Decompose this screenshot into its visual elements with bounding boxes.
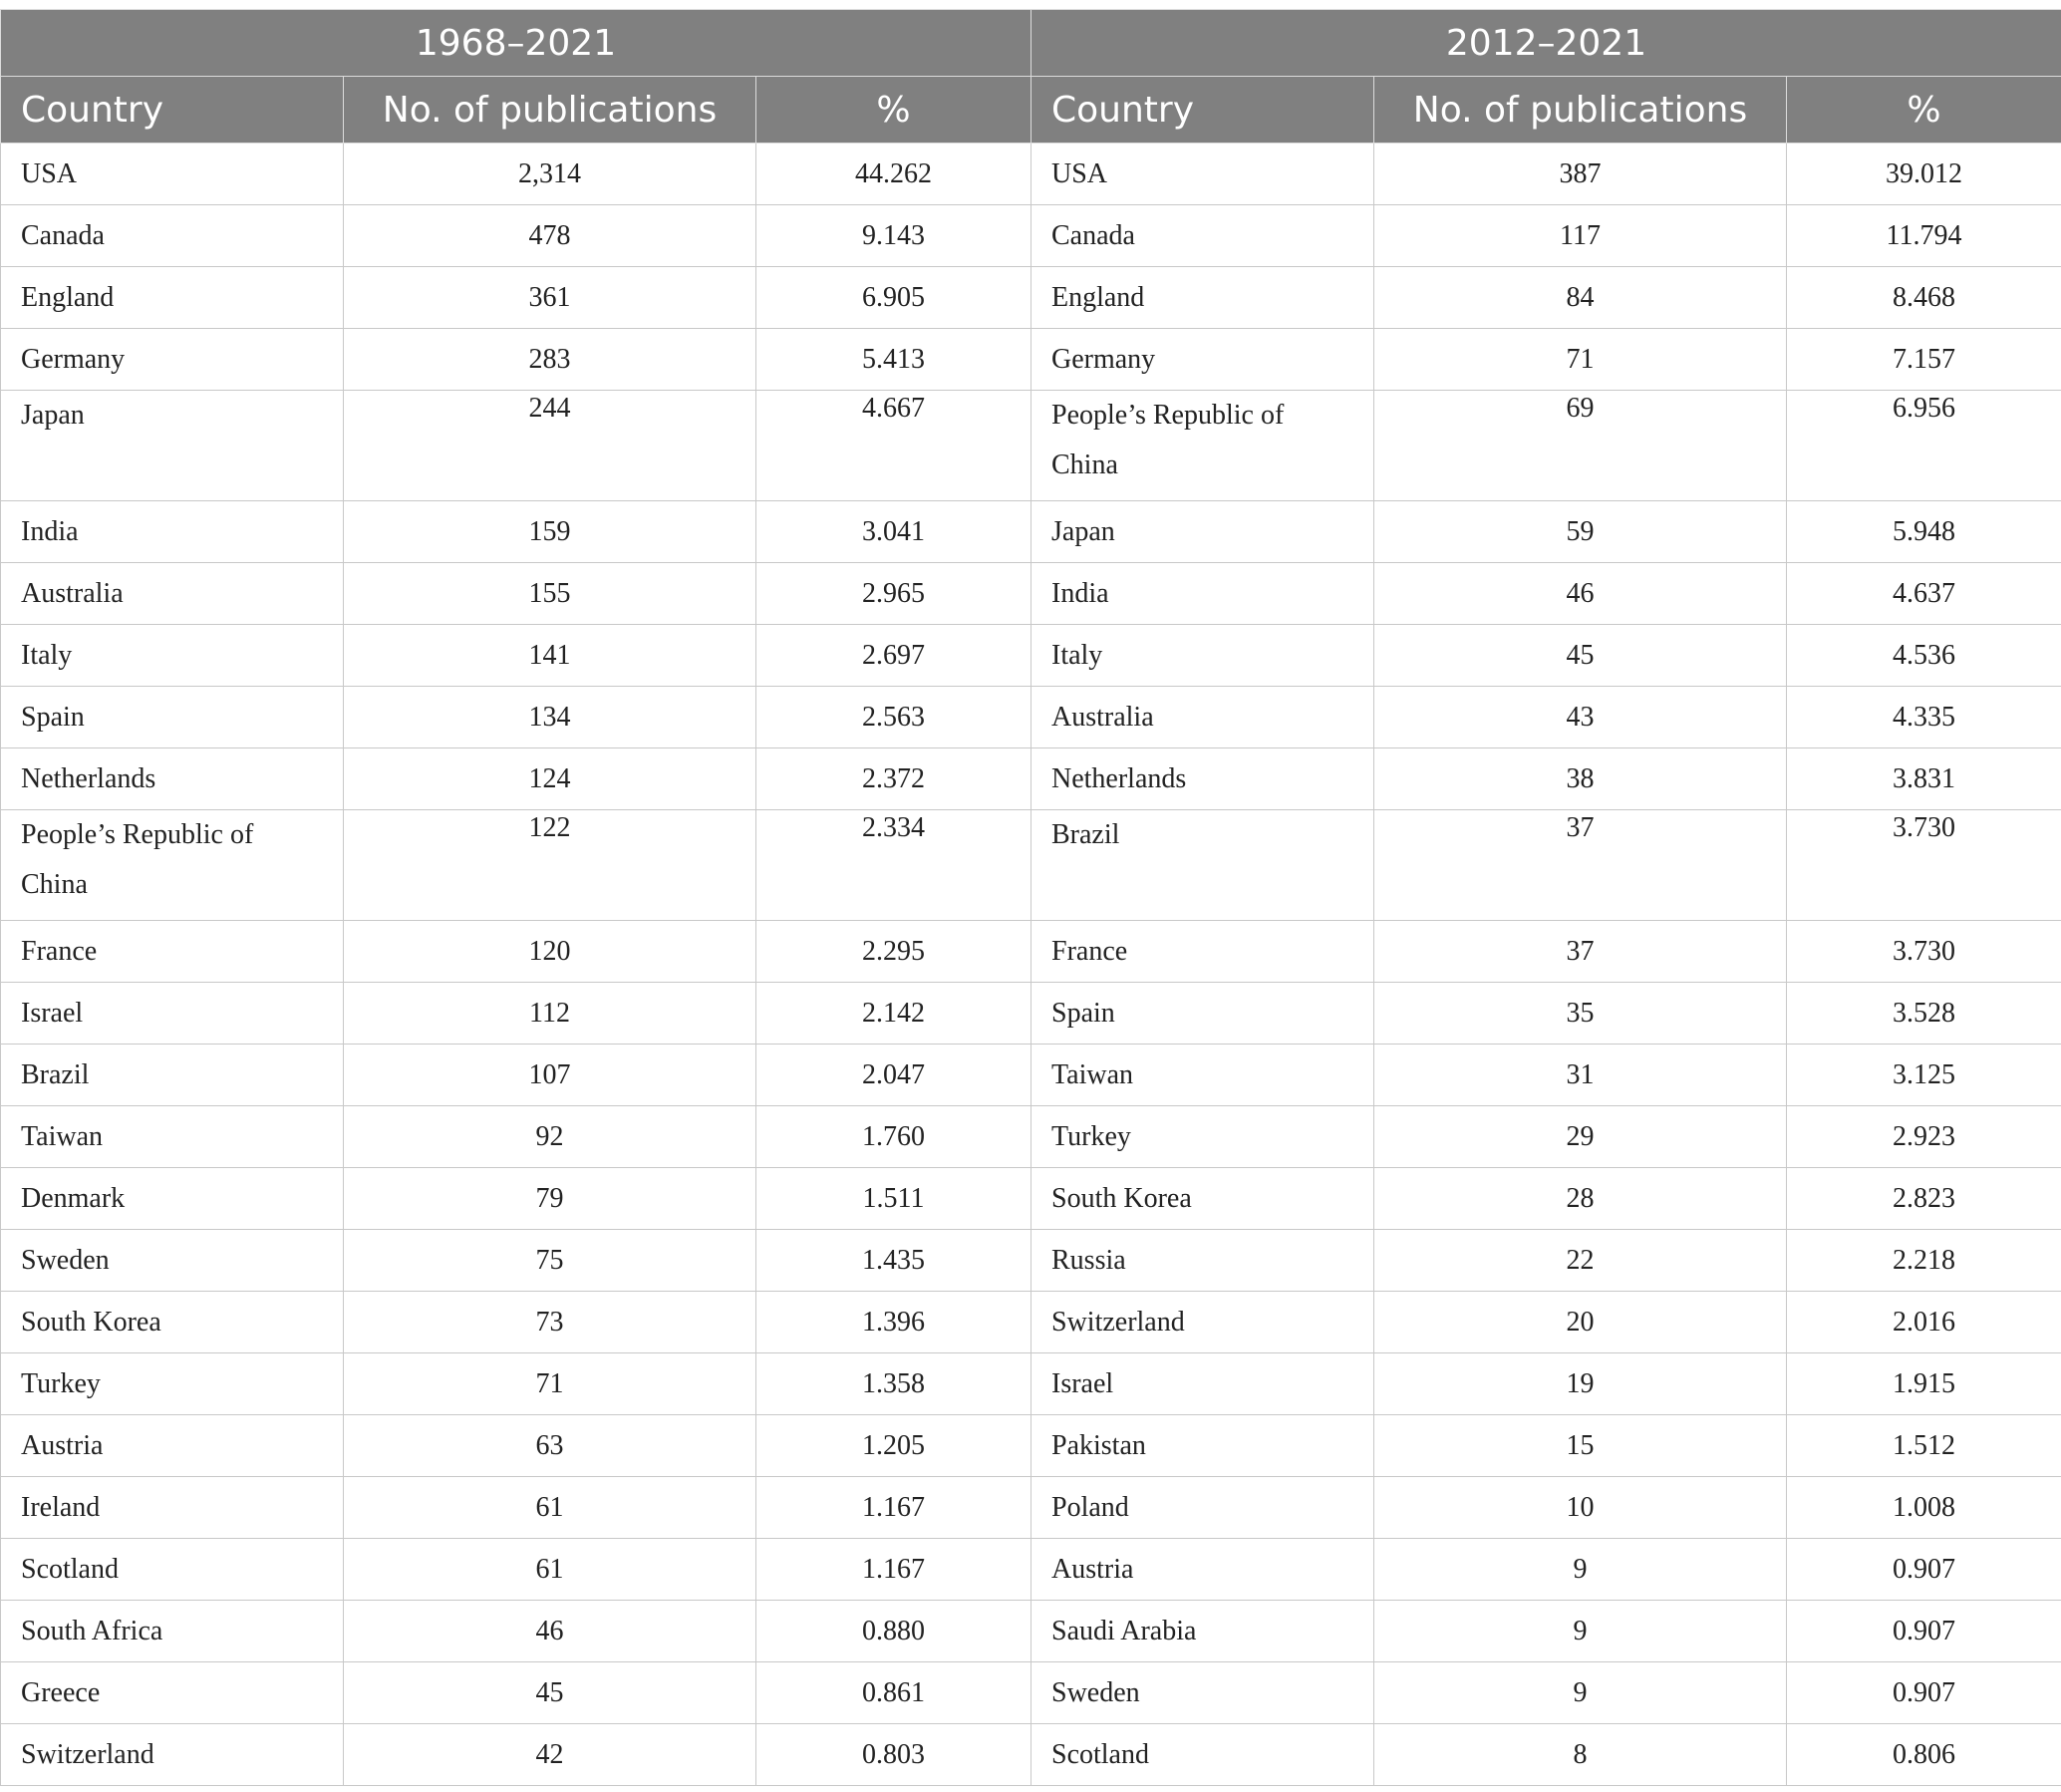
cell-country-1968-2021: Taiwan [1, 1106, 344, 1168]
cell-country-2012-2021: Saudi Arabia [1031, 1601, 1374, 1662]
cell-country-1968-2021: England [1, 267, 344, 329]
cell-percent-2012-2021: 3.730 [1787, 921, 2061, 983]
table-row [1, 267, 2061, 329]
cell-percent-2012-2021: 0.907 [1787, 1539, 2061, 1601]
cell-publications-2012-2021: 387 [1374, 144, 1787, 205]
cell-percent-2012-2021: 2.218 [1787, 1230, 2061, 1292]
cell-percent-1968-2021: 2.295 [756, 921, 1031, 983]
cell-percent-2012-2021: 3.730 [1787, 810, 2061, 921]
cell-country-2012-2021: Russia [1031, 1230, 1374, 1292]
cell-percent-1968-2021: 1.435 [756, 1230, 1031, 1292]
cell-country-2012-2021: Turkey [1031, 1106, 1374, 1168]
cell-country-1968-2021: Australia [1, 563, 344, 625]
cell-percent-1968-2021: 2.965 [756, 563, 1031, 625]
cell-publications-1968-2021: 122 [344, 810, 756, 921]
cell-country-1968-2021: People’s Republic of China [1, 810, 344, 921]
cell-publications-2012-2021: 35 [1374, 983, 1787, 1045]
cell-percent-1968-2021: 4.667 [756, 391, 1031, 501]
cell-percent-2012-2021: 5.948 [1787, 501, 2061, 563]
cell-publications-2012-2021: 69 [1374, 391, 1787, 501]
cell-publications-1968-2021: 361 [344, 267, 756, 329]
cell-country-2012-2021: Australia [1031, 687, 1374, 748]
cell-publications-2012-2021: 9 [1374, 1601, 1787, 1662]
cell-percent-2012-2021: 39.012 [1787, 144, 2061, 205]
cell-publications-2012-2021: 15 [1374, 1415, 1787, 1477]
cell-country-2012-2021: France [1031, 921, 1374, 983]
table-row [1, 921, 2061, 983]
cell-percent-1968-2021: 0.861 [756, 1662, 1031, 1724]
cell-percent-1968-2021: 1.760 [756, 1106, 1031, 1168]
cell-country-2012-2021: Taiwan [1031, 1045, 1374, 1106]
cell-publications-1968-2021: 244 [344, 391, 756, 501]
cell-publications-1968-2021: 124 [344, 748, 756, 810]
cell-publications-1968-2021: 73 [344, 1292, 756, 1353]
cell-publications-1968-2021: 120 [344, 921, 756, 983]
table-row [1, 1724, 2061, 1786]
cell-percent-1968-2021: 1.167 [756, 1539, 1031, 1601]
cell-publications-2012-2021: 29 [1374, 1106, 1787, 1168]
table-header [1, 10, 2061, 144]
cell-publications-1968-2021: 134 [344, 687, 756, 748]
cell-publications-1968-2021: 63 [344, 1415, 756, 1477]
cell-percent-2012-2021: 3.125 [1787, 1045, 2061, 1106]
cell-percent-2012-2021: 0.907 [1787, 1662, 2061, 1724]
cell-publications-1968-2021: 283 [344, 329, 756, 391]
cell-country-1968-2021: Germany [1, 329, 344, 391]
cell-percent-1968-2021: 5.413 [756, 329, 1031, 391]
table-row [1, 1353, 2061, 1415]
cell-country-2012-2021: People’s Republic of China [1031, 391, 1374, 501]
period-header-row [1, 10, 2061, 77]
cell-country-1968-2021: Canada [1, 205, 344, 267]
col-header-country: Country [1, 77, 344, 144]
cell-country-1968-2021: Italy [1, 625, 344, 687]
cell-country-1968-2021: Austria [1, 1415, 344, 1477]
cell-publications-2012-2021: 28 [1374, 1168, 1787, 1230]
cell-country-1968-2021: Greece [1, 1662, 344, 1724]
cell-publications-2012-2021: 9 [1374, 1662, 1787, 1724]
cell-publications-1968-2021: 141 [344, 625, 756, 687]
table-row [1, 1662, 2061, 1724]
table-row [1, 1045, 2061, 1106]
cell-country-2012-2021: Pakistan [1031, 1415, 1374, 1477]
cell-percent-1968-2021: 0.803 [756, 1724, 1031, 1786]
cell-percent-1968-2021: 1.511 [756, 1168, 1031, 1230]
cell-country-1968-2021: USA [1, 144, 344, 205]
cell-publications-1968-2021: 107 [344, 1045, 756, 1106]
cell-percent-2012-2021: 3.831 [1787, 748, 2061, 810]
table-row [1, 563, 2061, 625]
table-row [1, 1106, 2061, 1168]
cell-percent-1968-2021: 0.880 [756, 1601, 1031, 1662]
table-row [1, 1415, 2061, 1477]
cell-publications-2012-2021: 37 [1374, 921, 1787, 983]
cell-country-2012-2021: Switzerland [1031, 1292, 1374, 1353]
cell-publications-2012-2021: 10 [1374, 1477, 1787, 1539]
cell-publications-1968-2021: 2,314 [344, 144, 756, 205]
table-body [1, 144, 2061, 1786]
cell-country-1968-2021: Ireland [1, 1477, 344, 1539]
cell-percent-2012-2021: 8.468 [1787, 267, 2061, 329]
cell-country-1968-2021: Spain [1, 687, 344, 748]
cell-country-2012-2021: Poland [1031, 1477, 1374, 1539]
cell-percent-1968-2021: 1.396 [756, 1292, 1031, 1353]
cell-percent-2012-2021: 6.956 [1787, 391, 2061, 501]
table-row [1, 144, 2061, 205]
cell-country-2012-2021: Japan [1031, 501, 1374, 563]
cell-publications-2012-2021: 59 [1374, 501, 1787, 563]
cell-country-1968-2021: Japan [1, 391, 344, 501]
table-row [1, 329, 2061, 391]
cell-publications-1968-2021: 478 [344, 205, 756, 267]
publications-table [0, 9, 2061, 1786]
cell-percent-1968-2021: 1.358 [756, 1353, 1031, 1415]
cell-percent-2012-2021: 0.907 [1787, 1601, 2061, 1662]
cell-publications-1968-2021: 46 [344, 1601, 756, 1662]
cell-country-2012-2021: Austria [1031, 1539, 1374, 1601]
cell-publications-2012-2021: 9 [1374, 1539, 1787, 1601]
cell-country-1968-2021: Scotland [1, 1539, 344, 1601]
cell-country-1968-2021: India [1, 501, 344, 563]
cell-publications-2012-2021: 38 [1374, 748, 1787, 810]
table-row [1, 1168, 2061, 1230]
cell-publications-1968-2021: 79 [344, 1168, 756, 1230]
cell-percent-2012-2021: 11.794 [1787, 205, 2061, 267]
table-row [1, 1477, 2061, 1539]
period-header-2012-2021: 2012–2021 [1031, 10, 2061, 77]
cell-country-2012-2021: England [1031, 267, 1374, 329]
column-header-row [1, 77, 2061, 144]
cell-percent-1968-2021: 2.047 [756, 1045, 1031, 1106]
cell-percent-1968-2021: 6.905 [756, 267, 1031, 329]
cell-publications-2012-2021: 37 [1374, 810, 1787, 921]
cell-percent-2012-2021: 4.335 [1787, 687, 2061, 748]
cell-country-1968-2021: Israel [1, 983, 344, 1045]
cell-percent-1968-2021: 3.041 [756, 501, 1031, 563]
cell-country-2012-2021: South Korea [1031, 1168, 1374, 1230]
cell-publications-1968-2021: 75 [344, 1230, 756, 1292]
cell-percent-1968-2021: 2.334 [756, 810, 1031, 921]
table-row [1, 391, 2061, 501]
cell-percent-2012-2021: 3.528 [1787, 983, 2061, 1045]
cell-percent-2012-2021: 1.008 [1787, 1477, 2061, 1539]
cell-publications-2012-2021: 45 [1374, 625, 1787, 687]
cell-country-2012-2021: Netherlands [1031, 748, 1374, 810]
cell-publications-1968-2021: 112 [344, 983, 756, 1045]
cell-publications-2012-2021: 19 [1374, 1353, 1787, 1415]
cell-percent-2012-2021: 4.637 [1787, 563, 2061, 625]
cell-country-2012-2021: Brazil [1031, 810, 1374, 921]
cell-percent-2012-2021: 2.016 [1787, 1292, 2061, 1353]
cell-country-2012-2021: Sweden [1031, 1662, 1374, 1724]
cell-country-2012-2021: Scotland [1031, 1724, 1374, 1786]
cell-percent-2012-2021: 1.512 [1787, 1415, 2061, 1477]
cell-publications-2012-2021: 84 [1374, 267, 1787, 329]
cell-percent-1968-2021: 2.563 [756, 687, 1031, 748]
cell-country-2012-2021: USA [1031, 144, 1374, 205]
col-header-publications: No. of publications [344, 77, 756, 144]
table-row [1, 687, 2061, 748]
cell-country-1968-2021: Sweden [1, 1230, 344, 1292]
cell-publications-1968-2021: 45 [344, 1662, 756, 1724]
cell-publications-1968-2021: 92 [344, 1106, 756, 1168]
cell-country-2012-2021: Israel [1031, 1353, 1374, 1415]
table-row [1, 748, 2061, 810]
table-row [1, 1601, 2061, 1662]
cell-publications-2012-2021: 22 [1374, 1230, 1787, 1292]
col-header-percent: % [1787, 77, 2061, 144]
cell-publications-2012-2021: 20 [1374, 1292, 1787, 1353]
cell-country-1968-2021: Switzerland [1, 1724, 344, 1786]
cell-publications-2012-2021: 43 [1374, 687, 1787, 748]
cell-publications-1968-2021: 42 [344, 1724, 756, 1786]
cell-percent-2012-2021: 0.806 [1787, 1724, 2061, 1786]
cell-publications-2012-2021: 71 [1374, 329, 1787, 391]
cell-country-2012-2021: Spain [1031, 983, 1374, 1045]
cell-country-1968-2021: South Africa [1, 1601, 344, 1662]
cell-percent-1968-2021: 2.697 [756, 625, 1031, 687]
cell-publications-1968-2021: 61 [344, 1477, 756, 1539]
cell-country-2012-2021: India [1031, 563, 1374, 625]
period-header-1968-2021: 1968–2021 [1, 10, 1031, 77]
cell-country-1968-2021: Brazil [1, 1045, 344, 1106]
table-row [1, 983, 2061, 1045]
col-header-percent: % [756, 77, 1031, 144]
cell-percent-2012-2021: 4.536 [1787, 625, 2061, 687]
cell-country-1968-2021: France [1, 921, 344, 983]
cell-percent-1968-2021: 1.205 [756, 1415, 1031, 1477]
cell-publications-1968-2021: 61 [344, 1539, 756, 1601]
table-row [1, 625, 2061, 687]
table-row [1, 1292, 2061, 1353]
cell-percent-2012-2021: 1.915 [1787, 1353, 2061, 1415]
cell-publications-2012-2021: 8 [1374, 1724, 1787, 1786]
table-row [1, 810, 2061, 921]
cell-publications-1968-2021: 155 [344, 563, 756, 625]
cell-country-1968-2021: Netherlands [1, 748, 344, 810]
col-header-publications: No. of publications [1374, 77, 1787, 144]
cell-country-1968-2021: Turkey [1, 1353, 344, 1415]
cell-publications-1968-2021: 71 [344, 1353, 756, 1415]
table-row [1, 1539, 2061, 1601]
table-row [1, 205, 2061, 267]
cell-percent-2012-2021: 7.157 [1787, 329, 2061, 391]
cell-country-2012-2021: Germany [1031, 329, 1374, 391]
cell-percent-2012-2021: 2.923 [1787, 1106, 2061, 1168]
cell-publications-1968-2021: 159 [344, 501, 756, 563]
table-row [1, 501, 2061, 563]
cell-publications-2012-2021: 117 [1374, 205, 1787, 267]
cell-country-2012-2021: Canada [1031, 205, 1374, 267]
cell-percent-1968-2021: 44.262 [756, 144, 1031, 205]
cell-percent-1968-2021: 2.372 [756, 748, 1031, 810]
cell-country-2012-2021: Italy [1031, 625, 1374, 687]
cell-percent-2012-2021: 2.823 [1787, 1168, 2061, 1230]
cell-publications-2012-2021: 46 [1374, 563, 1787, 625]
cell-country-1968-2021: South Korea [1, 1292, 344, 1353]
cell-country-1968-2021: Denmark [1, 1168, 344, 1230]
table-row [1, 1230, 2061, 1292]
cell-percent-1968-2021: 9.143 [756, 205, 1031, 267]
cell-publications-2012-2021: 31 [1374, 1045, 1787, 1106]
cell-percent-1968-2021: 1.167 [756, 1477, 1031, 1539]
col-header-country: Country [1031, 77, 1374, 144]
cell-percent-1968-2021: 2.142 [756, 983, 1031, 1045]
